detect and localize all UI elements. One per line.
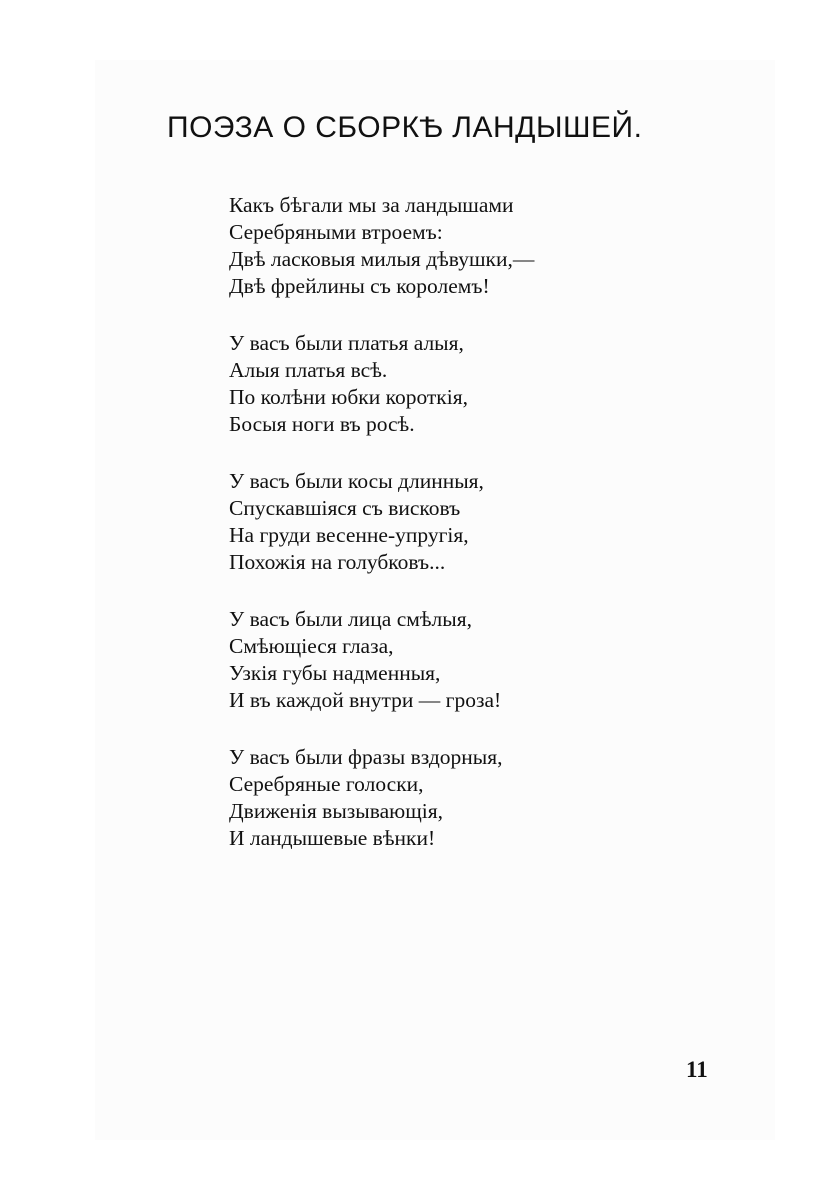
stanza-5: [229, 744, 649, 852]
poem-line: Босыя ноги въ росѣ.: [229, 412, 415, 436]
poem-line: Серебряными втроемъ:: [229, 220, 443, 244]
poem-line: Какъ бѣгали мы за ландышами: [229, 193, 514, 217]
poem-line: Двѣ ласковыя милыя дѣвушки,—: [229, 247, 535, 271]
poem-line: Смѣющіеся глаза,: [229, 634, 394, 658]
stanza-1: [229, 192, 649, 300]
poem-line: У васъ были лица смѣлыя,: [229, 607, 472, 631]
poem-body: [229, 192, 649, 882]
poem-line: И въ каждой внутри — гроза!: [229, 688, 502, 712]
poem-title: ПОЭЗА О СБОРКѢ ЛАНДЫШЕЙ.: [167, 111, 643, 144]
poem-line: И ландышевые вѣнки!: [229, 826, 436, 850]
poem-line: Алыя платья всѣ.: [229, 358, 388, 382]
poem-line: На груди весенне-упругія,: [229, 523, 469, 547]
poem-line: Движенія вызывающія,: [229, 799, 443, 823]
stanza-2: [229, 330, 649, 438]
page-number: 11: [686, 1057, 708, 1082]
poem-line: Похожія на голубковъ...: [229, 550, 446, 574]
poem-line: У васъ были косы длинныя,: [229, 469, 484, 493]
poem-line: Узкія губы надменныя,: [229, 661, 441, 685]
stanza-3: [229, 468, 649, 576]
poem-line: Серебряные голоски,: [229, 772, 424, 796]
poem-line: Спускавшіяся съ висковъ: [229, 496, 461, 520]
poem-line: У васъ были платья алыя,: [229, 331, 464, 355]
poem-line: У васъ были фразы вздорныя,: [229, 745, 503, 769]
stanza-4: [229, 606, 649, 714]
poem-line: Двѣ фрейлины съ королемъ!: [229, 274, 490, 298]
poem-line: По колѣни юбки короткія,: [229, 385, 468, 409]
